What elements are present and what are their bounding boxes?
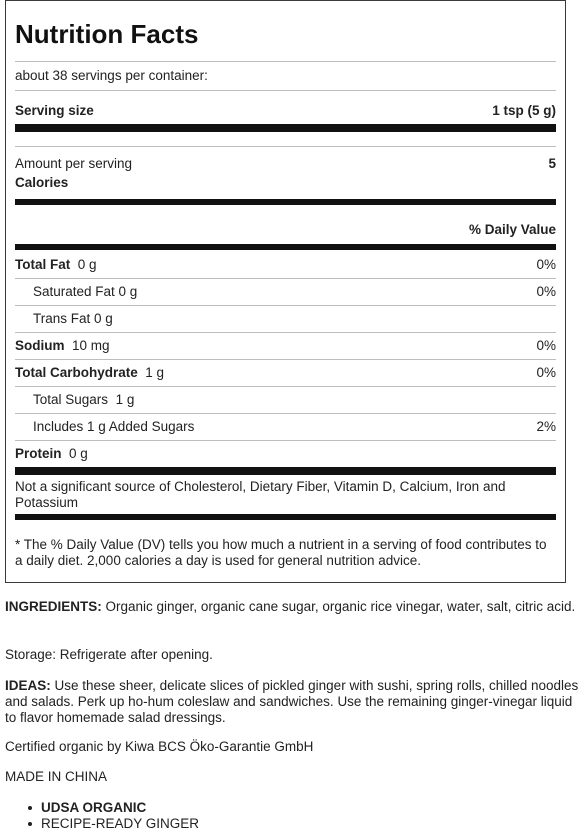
list-item: RECIPE-READY GINGER (5, 816, 580, 832)
nutrient-name: Total Fat (15, 257, 71, 272)
nutrient-amount: 0 g (69, 446, 88, 461)
nutrient-dv: 0% (536, 365, 556, 380)
nutrient-amount: 0 g (77, 257, 97, 272)
nutrient-name: Total Carbohydrate (15, 365, 138, 380)
servings-per-container: about 38 servings per container: (15, 68, 208, 83)
ideas-heading: IDEAS: (5, 678, 51, 693)
nutrient-amount: 10 mg (72, 338, 110, 353)
divider (15, 440, 556, 441)
nutrient-row (15, 284, 556, 300)
nutrient-row (15, 338, 556, 354)
amount-per-serving: Amount per serving (15, 156, 133, 171)
nutrient-name: Sodium (15, 338, 65, 353)
calories-label: Calories (15, 175, 69, 190)
daily-value-footnote: * The % Daily Value (DV) tells you how much a nutrient in a serving of food contributes to a daily diet. 2,000 calories a day is used for general nutrition advice. (15, 537, 547, 568)
country-of-origin: MADE IN CHINA (5, 769, 108, 784)
nutrient-row (15, 257, 556, 273)
list-item: UDSA ORGANIC (5, 800, 580, 816)
nutrient-dv: 0% (536, 338, 556, 353)
nutrition-facts-panel (5, 0, 566, 583)
nutrient-name: Protein (15, 446, 62, 461)
divider (15, 90, 556, 91)
thick-divider (15, 244, 556, 250)
thick-divider (15, 467, 556, 475)
thick-divider (15, 124, 556, 132)
nutrient-row (15, 419, 556, 435)
divider (15, 146, 556, 147)
nutrient-amount: 1 g (115, 392, 135, 407)
nutrient-amount: 1 g (145, 365, 165, 380)
daily-value-header: % Daily Value (468, 222, 556, 237)
divider (15, 278, 556, 279)
serving-size-value: 1 tsp (5 g) (492, 103, 556, 118)
nutrient-dv: 2% (536, 419, 556, 434)
feature-list (5, 800, 580, 832)
certification: Certified organic by Kiwa BCS Öko-Garantie GmbH (5, 739, 314, 754)
divider (15, 332, 556, 333)
ideas (5, 678, 580, 726)
nutrient-row (15, 311, 556, 327)
calories-value: 5 (548, 156, 556, 171)
nutrient-dv: 0% (536, 284, 556, 299)
nutrient-dv: 0% (536, 257, 556, 272)
divider (15, 413, 556, 414)
divider (15, 61, 556, 62)
thick-divider (15, 514, 556, 520)
nutrient-row (15, 392, 556, 408)
divider (15, 386, 556, 387)
nutrient-name: Includes 1 g Added Sugars (33, 419, 195, 434)
storage-instructions: Storage: Refrigerate after opening. (5, 647, 213, 662)
ingredients-heading: INGREDIENTS: (5, 599, 102, 614)
nutrient-name: Saturated Fat 0 g (33, 284, 138, 299)
serving-size-row (15, 103, 556, 119)
nutrient-name: Trans Fat 0 g (33, 311, 113, 326)
nutrient-row (15, 365, 556, 381)
ingredients-text: Organic ginger, organic cane sugar, organic rice vinegar, water, salt, citric acid. (105, 599, 576, 614)
thick-divider (15, 199, 556, 205)
divider (15, 305, 556, 306)
nutrient-row (15, 446, 556, 462)
not-significant-source: Not a significant source of Cholesterol, Dietary Fiber, Vitamin D, Calcium, Iron and Potassium (15, 479, 506, 510)
divider (15, 359, 556, 360)
serving-size-label: Serving size (15, 103, 94, 118)
ingredients (5, 599, 580, 615)
nutrition-facts-title: Nutrition Facts (15, 19, 199, 49)
nutrient-name: Total Sugars (33, 392, 109, 407)
ideas-text: Use these sheer, delicate slices of pickled ginger with sushi, spring rolls, chilled noodles and salads. Perk up ho-hum coleslaw and sandwiches. Use the remaining ginger-vinegar liquid to flavor homemade salad dressings. (5, 678, 579, 725)
